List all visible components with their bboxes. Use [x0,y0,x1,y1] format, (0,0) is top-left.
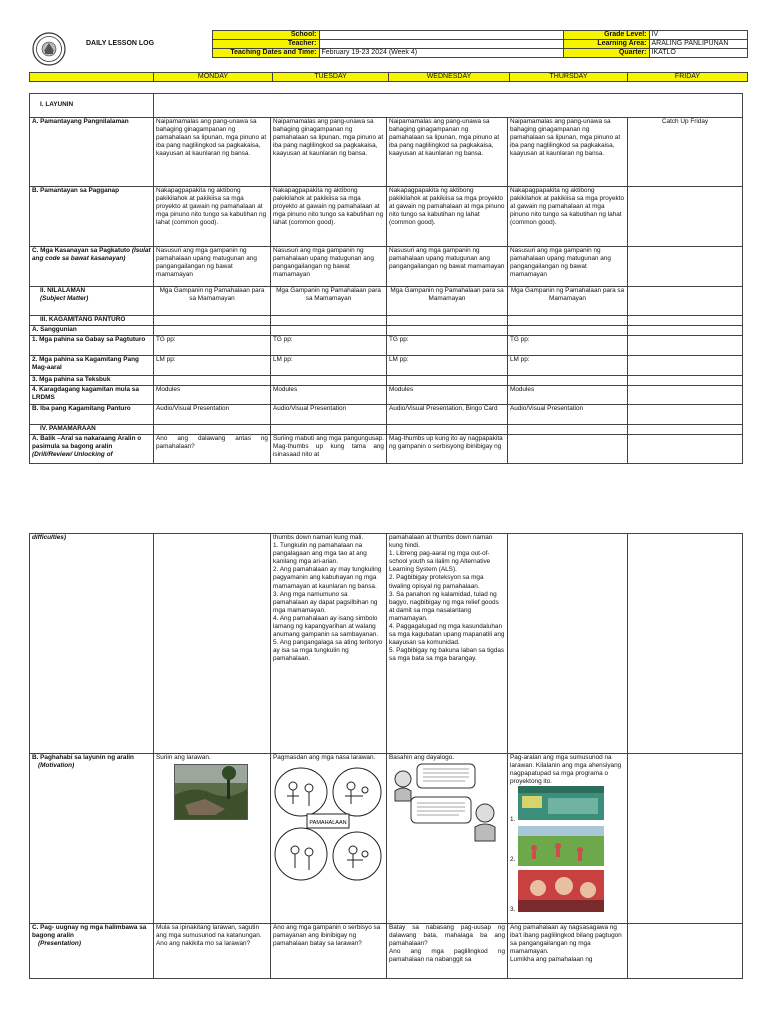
cell-blank [508,534,628,754]
cell-blank [271,326,387,336]
teacher-label: Teacher: [212,40,319,49]
learning-area-label: Learning Area: [563,40,649,49]
cell-blank [628,924,743,979]
cell-pag-uugnay-thursday: Ang pamahalaan ay nagsasagawa ng iba't ibang paglilingkod bilang pagtugon sa pangangailangan ng mga mamamayan. Lumikha ang pamahalaan ng [508,924,628,979]
row-label-mga-kasanayan-text: C. Mga Kasanayan sa Pagkatuto [32,247,131,254]
cell-paghahabi-wednesday [387,754,508,924]
cell-tg-wednesday: TG pp: [387,336,508,356]
row-label-pamantayang-pangnilalaman: A. Pamantayang Pangnilalaman [30,118,154,187]
section-layunin-blank [154,94,743,118]
cell-blank [628,534,743,754]
cell-lrdms-wednesday: Modules [387,386,508,405]
cell-c-monday: Nasusuri ang mga gampanin ng pamahalaan upang matugunan ang pangangailangan ng bawat mamamayan [154,247,271,287]
page-break [0,492,768,530]
cell-nilalaman-wednesday: Mga Gampanin ng Pamahalaan para sa Mamamayan [387,287,508,316]
row-label-teksbuk: 3. Mga pahina sa Teksbuk [30,376,154,386]
cell-c-thursday: Nasusuri ang mga gampanin ng pamahalaan upang matugunan ang pangangailangan ng bawat mamamayan [508,247,628,287]
cell-lrdms-tuesday: Modules [271,386,387,405]
cell-blank [508,425,628,435]
cell-a-thursday: Naipamamalas ang pang-unawa sa bahaging ginagampanan ng pamahalaan sa lipunan, mga pinuno at iba pang naglilingkod sa pagkakaisa, kaayusan at kaunlaran ng bansa. [508,118,628,187]
cell-blank [271,316,387,326]
row-label-paghahabi [30,754,154,924]
cell-paghahabi-monday [154,754,271,924]
row-label-paghahabi-sub: (Motivation) [38,762,75,770]
cell-iba-thursday: Audio/Visual Presentation [508,405,628,425]
cell-blank [628,435,743,464]
section-layunin: I. LAYUNIN [30,94,154,118]
cell-blank [628,754,743,924]
cell-blank [508,376,628,386]
cell-lm-wednesday: LM pp: [387,356,508,376]
cell-blank [628,336,743,356]
cell-blank [154,326,271,336]
row-label-pag-uugnay-text: C. Pag- uugnay ng mga halimbawa sa bagong aralin [32,924,147,940]
day-header-tuesday: TUESDAY [273,73,389,82]
paghahabi-wednesday-text: Basahin ang dayalogo. [389,754,455,761]
cell-blank [628,316,743,326]
teacher-value [319,40,563,49]
cell-lrdms-thursday: Modules [508,386,628,405]
day-header-monday: MONDAY [154,73,273,82]
cell-blank [508,435,628,464]
quarter-label: Quarter: [563,49,649,58]
section-nilalaman-sub: (Subject Matter) [40,295,89,303]
row-label-iba-pang-kagamitan: B. Iba pang Kagamitang Panturo [30,405,154,425]
cell-blank [154,534,271,754]
cell-b-tuesday: Nakapagpapakita ng aktibong pakikilahok at pakikiisa sa mga proyekto at gawain ng pamahalaan at mga pinuno nito tungo sa kabutihan ng lahat (common good). [271,187,387,247]
document-title: DAILY LESSON LOG [86,40,155,47]
school-label: School: [212,31,319,40]
cell-blank [628,326,743,336]
cell-a-monday: Naipamamalas ang pang-unawa sa bahaging ginagampanan ng pamahalaan sa lipunan, mga pinuno at iba pang naglilingkod sa pagkakaisa, kaayusan at kaunlaran ng bansa. [154,118,271,187]
row-label-difficulties: difficulties) [30,534,154,754]
cell-iba-monday: Audio/Visual Presentation [154,405,271,425]
cell-blank [628,425,743,435]
agency-photo-1 [518,786,604,820]
section-pamamaraan: IV. PAMAMARAAN [30,425,154,435]
row-label-lrdms: 4. Karagdagang kagamitan mula sa LRDMS [30,386,154,405]
row-label-pag-uugnay [30,924,154,979]
cell-blank [628,376,743,386]
dates-label: Teaching Dates and Time: [212,49,319,58]
cell-balik-tuesday: Suriing mabuti ang mga pangungusap. Mag-thumbs up kung tama ang isinasaad nito at [271,435,387,464]
cell-b-wednesday: Nakapagpapakita ng aktibong pakikilahok at pakikiisa sa mga proyekto at gawain ng pamahalaan at mga pinuno nito tungo sa kabutihan ng lahat (common good). [387,187,508,247]
cell-lm-monday: LM pp: [154,356,271,376]
paghahabi-tuesday-text: Pagmasdan ang mga nasa larawan. [273,754,376,761]
lesson-table-continued [29,533,743,979]
cell-pag-uugnay-wednesday: Batay sa nabasang pag-uusap ng dalawang bata, mahalaga ba ang pamahalaan? Ano ang mga paglilingkod ng pamahalaan na nabanggit sa [387,924,508,979]
cell-b-monday: Nakapagpapakita ng aktibong pakikilahok at pakikiisa sa mga proyekto at gawain ng pamahalaan at mga pinuno nito tungo sa kabutihan ng lahat (common good). [154,187,271,247]
photo-number-2: 2. [510,856,516,864]
cell-blank [387,425,508,435]
days-bar [29,72,748,82]
cell-iba-wednesday: Audio/Visual Presentation, Bingo Card [387,405,508,425]
row-label-mga-kasanayan-sub: (Isulat ang code sa bawat kasanayan) [32,247,151,263]
cell-blank [154,425,271,435]
cell-a-wednesday: Naipamamalas ang pang-unawa sa bahaging ginagampanan ng pamahalaan sa lipunan, mga pinuno at iba pang naglilingkod sa pagkakaisa, kaayusan at kaunlaran ng bansa. [387,118,508,187]
cell-balik-wednesday-continued: pamahalaan at thumbs down naman kung hindi. 1. Libreng pag-aaral ng mga out-of-school youth sa ilalim ng Alternative Learning System (ALS). 2. Pagbibigay proteksyon sa mga tiwaling opisyal ng pamahalaan. 3. Sa panahon ng kalamidad, tulad ng bagyo, nagbibigay ng mga relief goods at damit sa mga nasalantang mamamayan. 4. Paggagalugad ng mga kasundaluhan sa mga kagubatan upang mapanatili ang kaayusan sa komunidad. 5. Pagbibigay ng bakuna laban sa tigdas sa mga bata sa mga barangay. [387,534,508,754]
row-label-sanggunian: A. Sanggunian [30,326,154,336]
grade-level-label: Grade Level: [563,31,649,40]
community-drawing [273,764,383,884]
cell-balik-tuesday-continued: thumbs down naman kung mali. 1. Tungkulin ng pamahalaan na pangalagaan ang mga tao at ang kanilang mga ari-arian. 2. Ang pamahalaan ay may tungkuling pagyamanin ang kabuhayan ng mga mamamayan at kaunlaran ng bansa. 3. Ang mga namumuno sa pamahalaan ay dapat pagsilbihan ng mga mamamayan. 4. Ang pamahalaan ay isang simbolo lamang ng kapangyarihan at walang anumang gampanin sa sambayanan. 5. Ang pangangalaga sa ating teritoryo ay isa sa mga tungkulin ng pamahalaan. [271,534,387,754]
cell-nilalaman-monday: Mga Gampanin ng Pamahalaan para sa Mamamayan [154,287,271,316]
cell-blank [387,326,508,336]
cell-c-friday [628,247,743,287]
days-bar-blank [30,73,154,82]
cell-tg-thursday: TG pp: [508,336,628,356]
cell-balik-monday: Ano ang dalawang antas ng pamahalaan? [154,435,271,464]
cell-tg-tuesday: TG pp: [271,336,387,356]
cell-b-friday [628,187,743,247]
paghahabi-monday-text: Suriin ang larawan. [156,754,211,761]
cell-blank [628,356,743,376]
cell-a-friday: Catch Up Friday [628,118,743,187]
school-value [319,31,563,40]
pamahalaan-sign: PAMAHALAAN [309,820,347,827]
cell-paghahabi-thursday [508,754,628,924]
cell-nilalaman-thursday: Mga Gampanin ng Pamahalaan para sa Mamamayan [508,287,628,316]
row-label-pag-uugnay-sub: (Presentation) [38,940,81,948]
lesson-table [29,93,743,464]
row-label-mga-kasanayan [30,247,154,287]
day-header-thursday: THURSDAY [510,73,628,82]
cell-b-thursday: Nakapagpapakita ng aktibong pakikilahok at pakikiisa sa mga proyekto at gawain ng pamahalaan at mga pinuno nito tungo sa kabutihan ng lahat (common good). [508,187,628,247]
cell-nilalaman-tuesday: Mga Gampanin ng Pamahalaan para sa Mamamayan [271,287,387,316]
cell-iba-tuesday: Audio/Visual Presentation [271,405,387,425]
cell-pag-uugnay-monday: Mula sa ipinakitang larawan, sagutin ang mga sumusunod na katanungan. Ano ang nakikita mo sa larawan? [154,924,271,979]
grade-level-value: IV [649,31,747,40]
day-header-wednesday: WEDNESDAY [389,73,510,82]
cell-blank [387,316,508,326]
cell-tg-monday: TG pp: [154,336,271,356]
cell-blank [508,316,628,326]
agency-photo-2 [518,826,604,866]
row-label-paghahabi-text: B. Paghahabi sa layunin ng aralin [32,754,134,761]
cell-lm-tuesday: LM pp: [271,356,387,376]
agency-photo-3 [518,870,604,912]
cell-blank [628,405,743,425]
photo-number-1: 1. [510,816,516,824]
cell-c-wednesday: Nasusuri ang mga gampanin ng pamahalaan upang matugunan ang pangangailangan ng bawat mamamayan [387,247,508,287]
cell-pag-uugnay-tuesday: Ano ang mga gampanin o serbisyo sa pamayanan ang ibinibigay ng pamahalaan batay sa larawan? [271,924,387,979]
cell-nilalaman-friday [628,287,743,316]
cell-blank [271,425,387,435]
cell-a-tuesday: Naipamamalas ang pang-unawa sa bahaging ginagampanan ng pamahalaan sa lipunan, mga pinuno at iba pang naglilingkod sa pagkakaisa, kaayusan at kaunlaran ng bansa. [271,118,387,187]
cell-blank [387,376,508,386]
paghahabi-thursday-text: Pag-aralan ang mga sumusunod na larawan. Kilalanin ang mga ahensiyang nagpapatupad sa mga programa o proyektong ito. [510,754,622,786]
cell-lm-thursday: LM pp: [508,356,628,376]
section-kagamitan: III. KAGAMITANG PANTURO [30,316,154,326]
photo-number-3: 3. [510,906,516,914]
cell-c-tuesday: Nasusuri ang mga gampanin ng pamahalaan upang matugunan ang pangangailangan ng bawat mamamayan [271,247,387,287]
header-table [26,30,748,58]
section-nilalaman [30,287,154,316]
landscape-photo [174,764,248,820]
cell-blank [628,386,743,405]
cell-balik-wednesday: Mag-thumbs up kung ito ay nagpapakita ng gampanin o serbisyong ibinibigay ng [387,435,508,464]
cell-blank [154,376,271,386]
cell-blank [271,376,387,386]
page-one [0,0,768,492]
section-nilalaman-title: II. NILALAMAN [40,287,86,294]
row-label-gabay-sa-pagtuturo: 1. Mga pahina sa Gabay sa Pagtuturo [30,336,154,356]
learning-area-value: ARALING PANLIPUNAN [649,40,747,49]
row-label-balik-aral [30,435,154,464]
row-label-balik-aral-text: A. Balik –Aral sa nakaraang Aralin o pasimula sa bagong aralin [32,435,142,451]
cell-blank [154,316,271,326]
cell-paghahabi-tuesday [271,754,387,924]
quarter-value: IKATLO [649,49,747,58]
cell-blank [508,326,628,336]
dates-value: February 19-23 2024 (Week 4) [319,49,563,58]
row-label-pamantayan-sa-pagganap: B. Pamantayan sa Pagganap [30,187,154,247]
day-header-friday: FRIDAY [628,73,748,82]
page-two [0,530,768,1024]
row-label-balik-aral-sub: (Drill/Review/ Unlocking of [32,451,113,459]
row-label-kagamitang-pang-mag-aaral: 2. Mga pahina sa Kagamitang Pang Mag-aaral [30,356,154,376]
agency-photos [510,786,625,916]
cell-lrdms-monday: Modules [154,386,271,405]
dialogue-illustration [389,763,505,843]
